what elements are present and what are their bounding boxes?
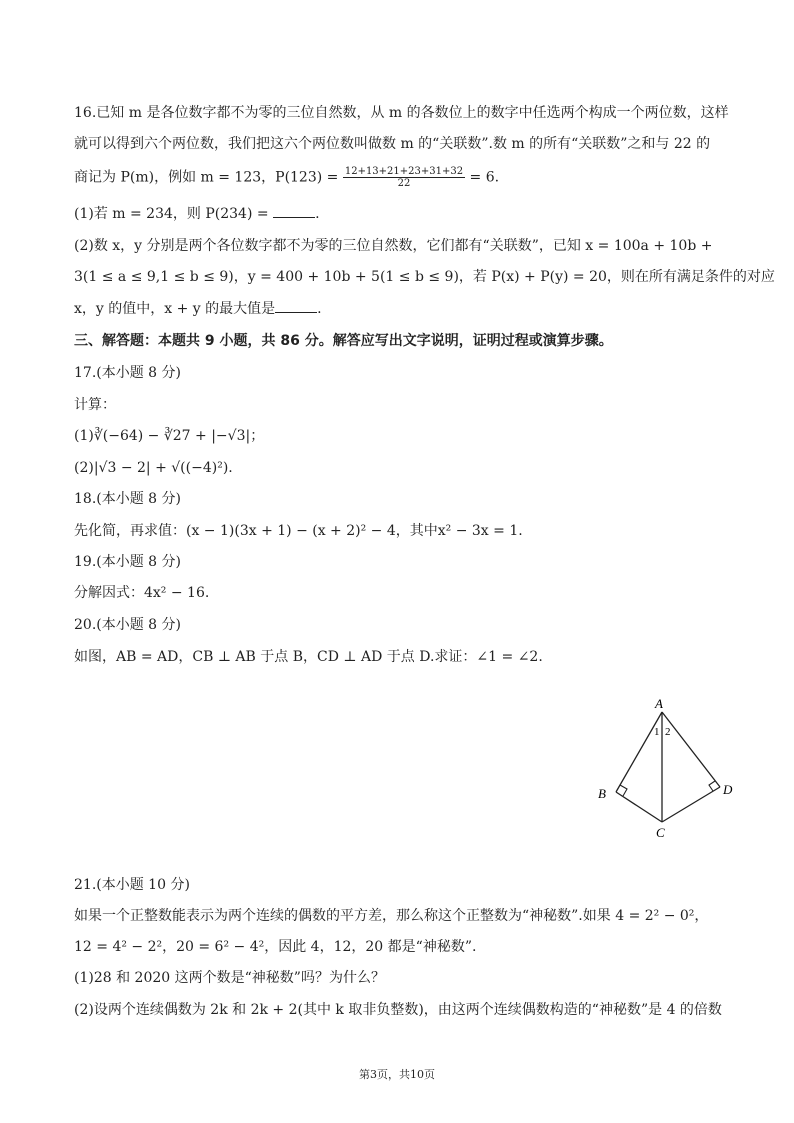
q16-line-2: 就可以得到六个两位数，我们把这六个两位数叫做数 m 的“关联数”.数 m 的所有“关联数”之和与 22 的	[74, 136, 711, 152]
q16-part-2-line-3	[74, 299, 322, 319]
answer-blank-1	[273, 205, 315, 218]
q16-line-3-post: = 6.	[465, 169, 500, 186]
angle-1-label: 1	[654, 726, 660, 738]
q17-part-2: (2)|√3 − 2| + √((−4)²).	[74, 460, 233, 476]
q17-heading: 17.(本小题 8 分)	[74, 365, 181, 381]
q16-part-2-line-1: (2)数 x，y 分别是两个各位数字都不为零的三位自然数，它们都有“关联数”，已知 x = 100a + 10b +	[74, 238, 713, 254]
q19-body: 分解因式：4x² − 16.	[74, 585, 210, 601]
q16-line-3-pre: 商记为 P(m)，例如 m = 123，P(123) =	[74, 169, 343, 186]
q19-heading: 19.(本小题 8 分)	[74, 554, 181, 570]
q16-part-1-pre: (1)若 m = 234，则 P(234) =	[74, 206, 274, 222]
segment-ad	[662, 712, 720, 787]
label-c: C	[656, 825, 665, 840]
q16-part-1-post: .	[315, 206, 320, 222]
q16-part-2-line-3-pre: x，y 的值中，x + y 的最大值是	[74, 301, 276, 317]
q16-line-1: 16.已知 m 是各位数字都不为零的三位自然数，从 m 的各数位上的数字中任选两个构成一个两位数，这样	[74, 105, 729, 121]
q16-fraction	[343, 166, 465, 189]
segment-bc	[616, 792, 662, 822]
segment-dc	[662, 787, 720, 822]
kite-figure	[590, 690, 740, 850]
q17-intro: 计算：	[74, 397, 116, 413]
label-a: A	[655, 696, 663, 711]
q20-body: 如图，AB = AD，CB ⊥ AB 于点 B，CD ⊥ AD 于点 D.求证：∠1 = ∠2.	[74, 649, 543, 665]
fraction-numerator: 12+13+21+23+31+32	[344, 166, 464, 177]
q16-part-2-line-2: 3(1 ≤ a ≤ 9,1 ≤ b ≤ 9)，y = 400 + 10b + 5(1 ≤ b ≤ 9)，若 P(x) + P(y) = 20，则在所有满足条件的对应	[74, 269, 775, 285]
fraction-denominator: 22	[397, 178, 411, 189]
q16-part-1	[74, 204, 320, 224]
q16-part-2-line-3-post: .	[317, 301, 322, 317]
right-angle-mark-d	[709, 781, 715, 791]
page-footer: 第3页，共10页	[359, 1068, 435, 1081]
q21-line-2: 12 = 4² − 2²，20 = 6² − 4²，因此 4，12，20 都是“神秘数”.	[74, 939, 477, 955]
angle-2-label: 2	[665, 726, 671, 738]
right-angle-mark-b	[620, 785, 627, 796]
q17-part-1: (1)∛(−64) − ∛27 + |−√3|；	[74, 428, 265, 444]
q18-body: 先化简，再求值：(x − 1)(3x + 1) − (x + 2)² − 4，其中x² − 3x = 1.	[74, 523, 523, 539]
answer-blank-2	[275, 300, 317, 313]
q18-heading: 18.(本小题 8 分)	[74, 491, 181, 507]
q16-line-3	[74, 166, 499, 189]
q21-part-1: (1)28 和 2020 这两个数是“神秘数”吗？为什么？	[74, 970, 385, 986]
segment-ab	[616, 712, 662, 792]
q21-line-1: 如果一个正整数能表示为两个连续的偶数的平方差，那么称这个正整数为“神秘数”.如果 4 = 2² − 0²，	[74, 908, 709, 924]
q20-heading: 20.(本小题 8 分)	[74, 617, 181, 633]
label-d: D	[723, 782, 733, 797]
section-3-heading: 三、解答题：本题共 9 小题，共 86 分。解答应写出文字说明，证明过程或演算步骤。	[74, 333, 613, 349]
label-b: B	[598, 786, 606, 801]
q21-part-2: (2)设两个连续偶数为 2k 和 2k + 2(其中 k 取非负整数)，由这两个连续偶数构造的“神秘数”是 4 的倍数	[74, 1002, 722, 1018]
q21-heading: 21.(本小题 10 分)	[74, 877, 190, 893]
